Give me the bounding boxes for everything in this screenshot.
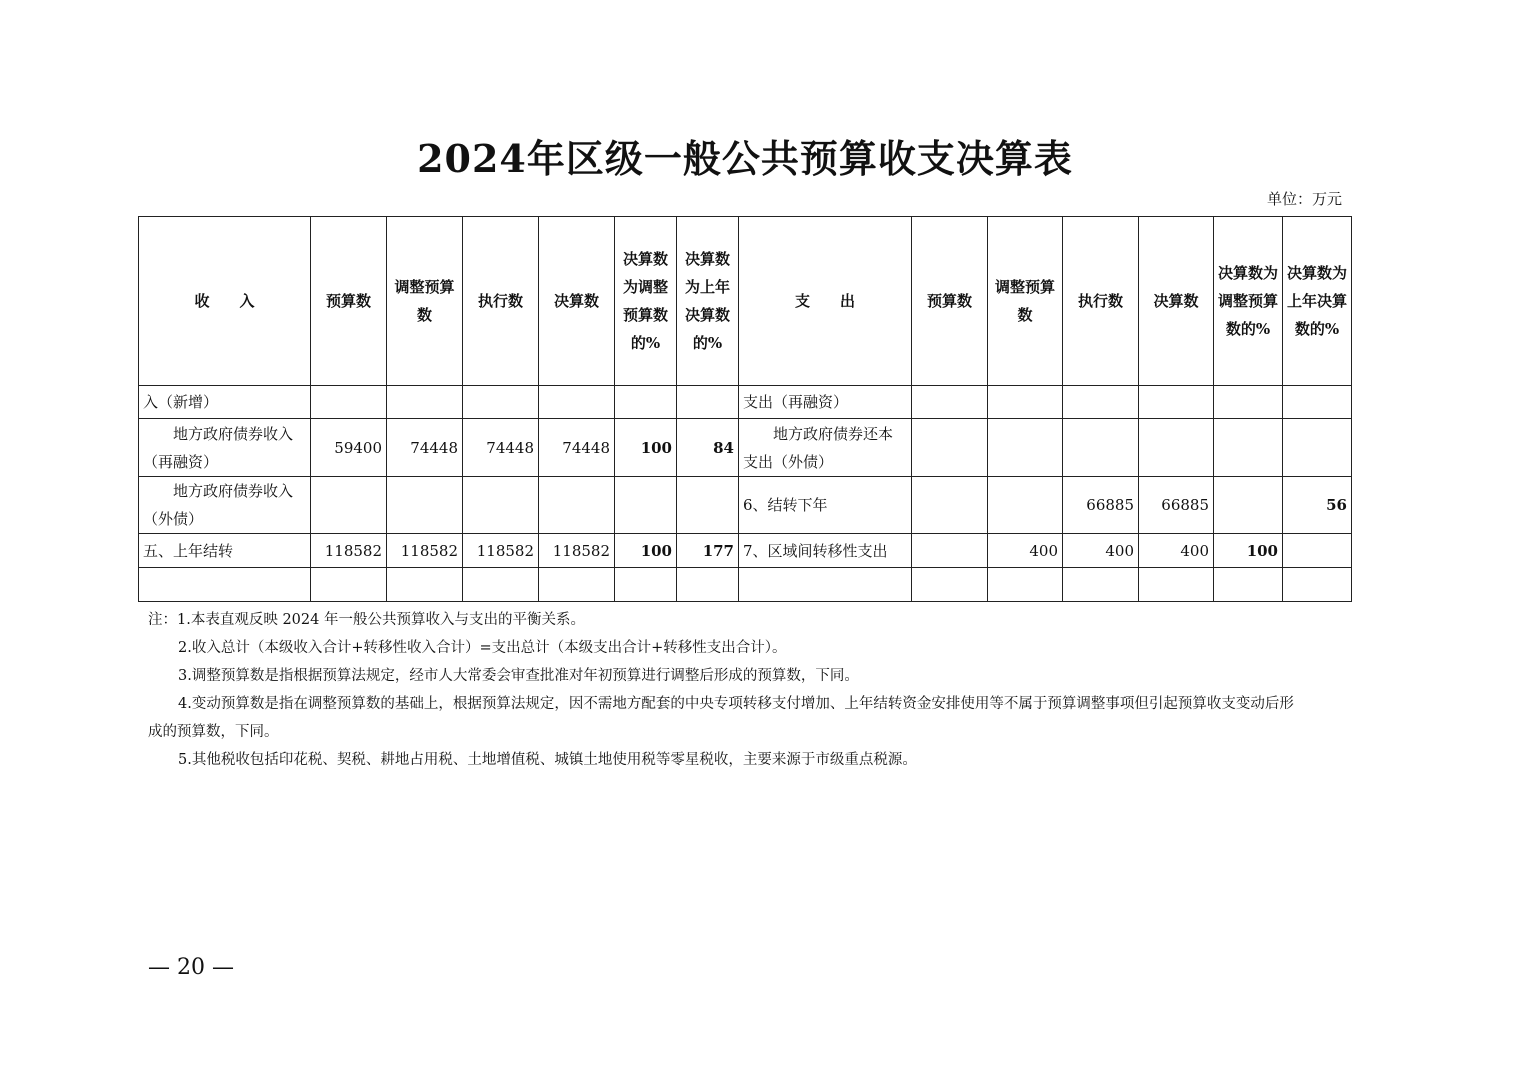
income-final: [539, 386, 615, 419]
expense-final: [1139, 419, 1214, 477]
expense-pct-last-year: 56: [1283, 477, 1352, 534]
income-pct-adjusted: [615, 477, 677, 534]
header-adjusted: 调整预算数: [387, 217, 463, 386]
expense-pct-adjusted: [1214, 386, 1283, 419]
income-item: 地方政府债券收入（再融资）: [139, 419, 311, 477]
note-line: 4.变动预算数是指在调整预算数的基础上，根据预算法规定，因不需地方配套的中央专项转移支付增加、上年结转资金安排使用等不属于预算调整事项但引起预算收支变动后形: [178, 696, 1294, 712]
expense-executed: [1063, 386, 1139, 419]
income-executed: 74448: [463, 419, 539, 477]
expense-adjusted: [988, 477, 1063, 534]
table-row: [139, 534, 1352, 568]
income-pct-adjusted: 100: [615, 534, 677, 568]
income-budget: [311, 386, 387, 419]
expense-executed: 66885: [1063, 477, 1139, 534]
expense-adjusted: 400: [988, 534, 1063, 568]
income-final: [539, 568, 615, 602]
income-executed: [463, 568, 539, 602]
expense-final: [1139, 386, 1214, 419]
expense-final: [1139, 568, 1214, 602]
header-adjusted-expense: 调整预算数: [988, 217, 1063, 386]
income-final: 118582: [539, 534, 615, 568]
income-item: [139, 568, 311, 602]
income-pct-last-year: [677, 568, 739, 602]
expense-executed: [1063, 568, 1139, 602]
table-row: [139, 386, 1352, 419]
header-pct-adjusted-income: 决算数为调整预算数的%: [615, 217, 677, 386]
expense-item: [739, 568, 912, 602]
expense-item: 支出（再融资）: [739, 386, 912, 419]
note-line: 注：1.本表直观反映 2024 年一般公共预算收入与支出的平衡关系。: [148, 612, 585, 628]
expense-pct-last-year: [1283, 419, 1352, 477]
income-executed: [463, 386, 539, 419]
header-final: 决算数: [539, 217, 615, 386]
expense-budget: [912, 386, 988, 419]
income-pct-last-year: [677, 477, 739, 534]
expense-executed: [1063, 419, 1139, 477]
income-budget: [311, 477, 387, 534]
header-income: 收 入: [139, 217, 311, 386]
income-budget: [311, 568, 387, 602]
income-pct-last-year: 84: [677, 419, 739, 477]
income-pct-last-year: 177: [677, 534, 739, 568]
note-line: 5.其他税收包括印花税、契税、耕地占用税、土地增值税、城镇土地使用税等零星税收，主要来源于市级重点税源。: [178, 752, 917, 768]
income-final: 74448: [539, 419, 615, 477]
header-budget: 预算数: [311, 217, 387, 386]
expense-final: 400: [1139, 534, 1214, 568]
table-row: [139, 419, 1352, 477]
expense-final: 66885: [1139, 477, 1214, 534]
expense-adjusted: [988, 386, 1063, 419]
budget-table: [138, 216, 1352, 602]
header-executed-expense: 执行数: [1063, 217, 1139, 386]
income-adjusted: 74448: [387, 419, 463, 477]
income-executed: [463, 477, 539, 534]
income-item: 地方政府债券收入（外债）: [139, 477, 311, 534]
income-pct-adjusted: 100: [615, 419, 677, 477]
table-row: [139, 477, 1352, 534]
expense-pct-adjusted: 100: [1214, 534, 1283, 568]
note-line: 2.收入总计（本级收入合计+转移性收入合计）=支出总计（本级支出合计+转移性支出合计）。: [178, 640, 787, 656]
table-header-row: [139, 217, 1352, 386]
expense-pct-last-year: [1283, 568, 1352, 602]
income-item: 五、上年结转: [139, 534, 311, 568]
income-final: [539, 477, 615, 534]
unit-label: 单位：万元: [1266, 190, 1342, 208]
expense-pct-adjusted: [1214, 477, 1283, 534]
expense-item: 7、区域间转移性支出: [739, 534, 912, 568]
expense-adjusted: [988, 568, 1063, 602]
expense-item: 6、结转下年: [739, 477, 912, 534]
page-title: 2024年区级一般公共预算收支决算表: [417, 136, 1073, 181]
income-item: 入（新增）: [139, 386, 311, 419]
income-adjusted: [387, 386, 463, 419]
expense-executed: 400: [1063, 534, 1139, 568]
income-executed: 118582: [463, 534, 539, 568]
expense-pct-adjusted: [1214, 568, 1283, 602]
income-adjusted: 118582: [387, 534, 463, 568]
expense-budget: [912, 534, 988, 568]
expense-pct-last-year: [1283, 386, 1352, 419]
header-final-expense: 决算数: [1139, 217, 1214, 386]
income-adjusted: [387, 568, 463, 602]
header-pct-last-year-expense: 决算数为上年决算数的%: [1283, 217, 1352, 386]
income-pct-last-year: [677, 386, 739, 419]
expense-budget: [912, 568, 988, 602]
note-line: 成的预算数，下同。: [148, 724, 279, 740]
expense-budget: [912, 419, 988, 477]
expense-pct-last-year: [1283, 534, 1352, 568]
header-pct-last-year-income: 决算数为上年决算数的%: [677, 217, 739, 386]
income-pct-adjusted: [615, 568, 677, 602]
income-budget: 59400: [311, 419, 387, 477]
expense-budget: [912, 477, 988, 534]
header-expense: 支 出: [739, 217, 912, 386]
note-line: 3.调整预算数是指根据预算法规定，经市人大常委会审查批准对年初预算进行调整后形成的预算数，下同。: [178, 668, 859, 684]
notes-section: [148, 606, 1348, 774]
income-pct-adjusted: [615, 386, 677, 419]
income-adjusted: [387, 477, 463, 534]
expense-adjusted: [988, 419, 1063, 477]
header-budget-expense: 预算数: [912, 217, 988, 386]
expense-item: 地方政府债券还本支出（外债）: [739, 419, 912, 477]
header-pct-adjusted-expense: 决算数为调整预算数的%: [1214, 217, 1283, 386]
income-budget: 118582: [311, 534, 387, 568]
header-executed: 执行数: [463, 217, 539, 386]
table-row: [139, 568, 1352, 602]
page-number: — 20 —: [148, 955, 234, 980]
expense-pct-adjusted: [1214, 419, 1283, 477]
